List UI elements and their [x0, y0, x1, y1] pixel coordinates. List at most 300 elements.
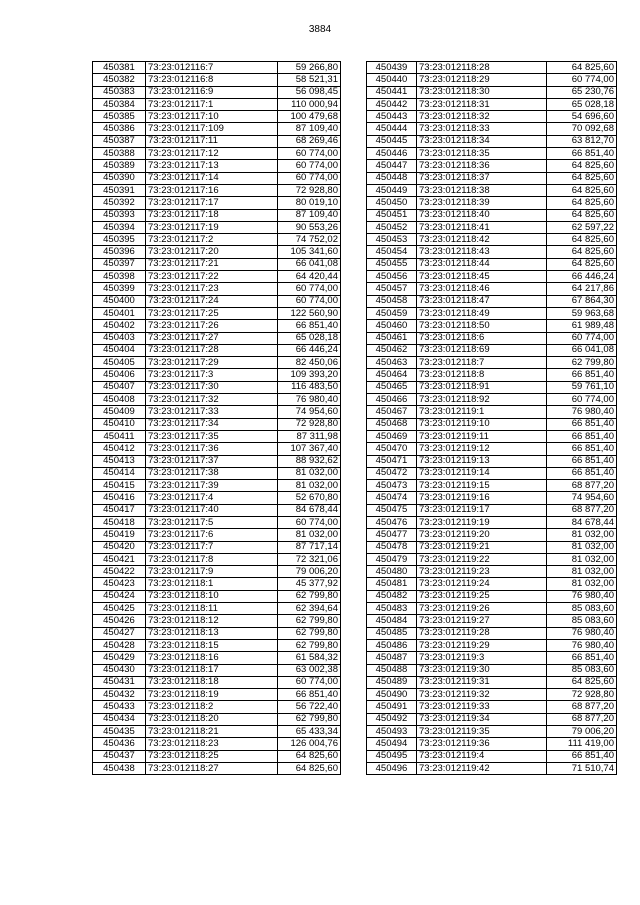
cadastral-number: 73:23:012118:13 [146, 627, 278, 639]
cadastral-value: 64 825,60 [547, 160, 617, 172]
cadastral-value: 68 877,20 [547, 480, 617, 492]
cadastral-value: 76 980,40 [547, 627, 617, 639]
cadastral-value: 81 032,00 [278, 467, 341, 479]
table-row [367, 172, 617, 184]
record-number: 450427 [93, 627, 146, 639]
record-number: 450467 [367, 406, 417, 418]
cadastral-value: 116 483,50 [278, 381, 341, 393]
cadastral-value: 126 004,76 [278, 738, 341, 750]
cadastral-value: 66 851,40 [278, 320, 341, 332]
cadastral-value: 62 799,80 [278, 590, 341, 602]
cadastral-value: 81 032,00 [278, 480, 341, 492]
cadastral-value: 61 989,48 [547, 320, 617, 332]
record-number: 450447 [367, 160, 417, 172]
cadastral-value: 62 799,80 [278, 713, 341, 725]
table-row [367, 160, 617, 172]
record-number: 450408 [93, 394, 146, 406]
cadastral-value: 71 510,74 [547, 762, 617, 774]
record-number: 450418 [93, 516, 146, 528]
table-row [367, 74, 617, 86]
cadastral-number: 73:23:012117:1 [146, 98, 278, 110]
table-row [367, 430, 617, 442]
cadastral-value: 74 954,60 [278, 406, 341, 418]
cadastral-value: 61 584,32 [278, 652, 341, 664]
cadastral-value: 64 825,60 [278, 762, 341, 774]
cadastral-value: 64 825,60 [547, 172, 617, 184]
cadastral-number: 73:23:012119:34 [417, 713, 547, 725]
record-number: 450476 [367, 516, 417, 528]
cadastral-value: 72 928,80 [547, 689, 617, 701]
record-number: 450394 [93, 221, 146, 233]
record-number: 450413 [93, 455, 146, 467]
cadastral-number: 73:23:012119:12 [417, 443, 547, 455]
cadastral-number: 73:23:012117:12 [146, 148, 278, 160]
cadastral-value: 82 450,06 [278, 357, 341, 369]
cadastral-value: 59 266,80 [278, 62, 341, 74]
record-number: 450487 [367, 652, 417, 664]
cadastral-number: 73:23:012117:23 [146, 283, 278, 295]
record-number: 450461 [367, 332, 417, 344]
cadastral-number: 73:23:012117:25 [146, 307, 278, 319]
cadastral-value: 66 851,40 [278, 689, 341, 701]
table-row [367, 295, 617, 307]
cadastral-value: 54 696,60 [547, 111, 617, 123]
cadastral-value: 111 419,00 [547, 738, 617, 750]
cadastral-number: 73:23:012117:2 [146, 234, 278, 246]
record-number: 450399 [93, 283, 146, 295]
record-number: 450458 [367, 295, 417, 307]
cadastral-number: 73:23:012118:50 [417, 320, 547, 332]
cadastral-value: 56 098,45 [278, 86, 341, 98]
cadastral-number: 73:23:012117:109 [146, 123, 278, 135]
cadastral-number: 73:23:012117:7 [146, 541, 278, 553]
cadastral-number: 73:23:012117:37 [146, 455, 278, 467]
cadastral-number: 73:23:012118:6 [417, 332, 547, 344]
cadastral-number: 73:23:012118:44 [417, 258, 547, 270]
table-row [367, 627, 617, 639]
cadastral-number: 73:23:012118:32 [417, 111, 547, 123]
cadastral-number: 73:23:012119:29 [417, 639, 547, 651]
table-row [93, 295, 341, 307]
table-row [93, 701, 341, 713]
table-row [367, 738, 617, 750]
cadastral-value: 62 394,64 [278, 603, 341, 615]
cadastral-value: 72 928,80 [278, 184, 341, 196]
record-number: 450451 [367, 209, 417, 221]
table-row [367, 98, 617, 110]
table-row [93, 529, 341, 541]
cadastral-number: 73:23:012118:10 [146, 590, 278, 602]
cadastral-value: 90 553,26 [278, 221, 341, 233]
cadastral-number: 73:23:012118:41 [417, 221, 547, 233]
cadastral-number: 73:23:012118:46 [417, 283, 547, 295]
record-number: 450389 [93, 160, 146, 172]
cadastral-value: 66 041,08 [278, 258, 341, 270]
cadastral-value: 66 851,40 [547, 148, 617, 160]
cadastral-value: 64 825,60 [547, 197, 617, 209]
table-row [93, 271, 341, 283]
cadastral-number: 73:23:012118:23 [146, 738, 278, 750]
cadastral-number: 73:23:012118:11 [146, 603, 278, 615]
cadastral-number: 73:23:012119:33 [417, 701, 547, 713]
record-number: 450404 [93, 344, 146, 356]
table-row [367, 86, 617, 98]
cadastral-number: 73:23:012119:11 [417, 430, 547, 442]
cadastral-number: 73:23:012118:49 [417, 307, 547, 319]
cadastral-value: 88 932,62 [278, 455, 341, 467]
table-row [367, 603, 617, 615]
table-row [93, 160, 341, 172]
table-row [93, 492, 341, 504]
cadastral-value: 68 877,20 [547, 504, 617, 516]
record-number: 450474 [367, 492, 417, 504]
record-number: 450452 [367, 221, 417, 233]
cadastral-value: 65 433,34 [278, 726, 341, 738]
table-row [93, 590, 341, 602]
record-number: 450457 [367, 283, 417, 295]
cadastral-value: 60 774,00 [547, 332, 617, 344]
table-row [93, 639, 341, 651]
cadastral-number: 73:23:012117:11 [146, 135, 278, 147]
table-row [367, 467, 617, 479]
record-number: 450423 [93, 578, 146, 590]
table-row [93, 357, 341, 369]
table-row [93, 443, 341, 455]
record-number: 450482 [367, 590, 417, 602]
cadastral-value: 70 092,68 [547, 123, 617, 135]
cadastral-value: 87 109,40 [278, 209, 341, 221]
cadastral-number: 73:23:012118:16 [146, 652, 278, 664]
cadastral-value: 56 722,40 [278, 701, 341, 713]
table-row [93, 516, 341, 528]
table-row [93, 307, 341, 319]
table-row [367, 701, 617, 713]
cadastral-number: 73:23:012119:31 [417, 676, 547, 688]
table-row [93, 603, 341, 615]
cadastral-number: 73:23:012118:17 [146, 664, 278, 676]
table-row [367, 652, 617, 664]
cadastral-value: 58 521,31 [278, 74, 341, 86]
cadastral-number: 73:23:012118:91 [417, 381, 547, 393]
cadastral-number: 73:23:012118:20 [146, 713, 278, 725]
table-row [367, 283, 617, 295]
cadastral-value: 63 812,70 [547, 135, 617, 147]
cadastral-value: 87 109,40 [278, 123, 341, 135]
table-row [93, 504, 341, 516]
cadastral-number: 73:23:012118:29 [417, 74, 547, 86]
cadastral-value: 68 877,20 [547, 701, 617, 713]
record-number: 450411 [93, 430, 146, 442]
record-number: 450422 [93, 566, 146, 578]
cadastral-value: 64 825,60 [547, 184, 617, 196]
left-table [92, 61, 341, 775]
record-number: 450409 [93, 406, 146, 418]
record-number: 450455 [367, 258, 417, 270]
record-number: 450464 [367, 369, 417, 381]
cadastral-number: 73:23:012118:47 [417, 295, 547, 307]
record-number: 450468 [367, 418, 417, 430]
cadastral-value: 60 774,00 [278, 295, 341, 307]
record-number: 450437 [93, 750, 146, 762]
record-number: 450450 [367, 197, 417, 209]
cadastral-value: 60 774,00 [278, 172, 341, 184]
record-number: 450398 [93, 271, 146, 283]
record-number: 450494 [367, 738, 417, 750]
cadastral-number: 73:23:012117:29 [146, 357, 278, 369]
cadastral-value: 64 420,44 [278, 271, 341, 283]
cadastral-number: 73:23:012117:39 [146, 480, 278, 492]
table-row [367, 221, 617, 233]
cadastral-value: 80 019,10 [278, 197, 341, 209]
table-row [367, 615, 617, 627]
cadastral-number: 73:23:012119:21 [417, 541, 547, 553]
cadastral-value: 84 678,44 [547, 516, 617, 528]
record-number: 450435 [93, 726, 146, 738]
record-number: 450383 [93, 86, 146, 98]
table-row [93, 676, 341, 688]
record-number: 450477 [367, 529, 417, 541]
cadastral-number: 73:23:012119:42 [417, 762, 547, 774]
table-row [93, 135, 341, 147]
table-row [367, 541, 617, 553]
cadastral-number: 73:23:012117:24 [146, 295, 278, 307]
cadastral-value: 81 032,00 [547, 578, 617, 590]
table-row [367, 750, 617, 762]
table-row [367, 184, 617, 196]
cadastral-number: 73:23:012117:5 [146, 516, 278, 528]
record-number: 450407 [93, 381, 146, 393]
table-row [367, 418, 617, 430]
cadastral-value: 60 774,00 [278, 160, 341, 172]
cadastral-number: 73:23:012118:25 [146, 750, 278, 762]
table-row [367, 726, 617, 738]
record-number: 450484 [367, 615, 417, 627]
record-number: 450462 [367, 344, 417, 356]
table-row [367, 406, 617, 418]
record-number: 450453 [367, 234, 417, 246]
table-row [93, 553, 341, 565]
cadastral-value: 66 851,40 [547, 443, 617, 455]
table-row [367, 504, 617, 516]
cadastral-number: 73:23:012117:27 [146, 332, 278, 344]
table-row [93, 627, 341, 639]
cadastral-value: 64 825,60 [547, 234, 617, 246]
table-row [93, 541, 341, 553]
cadastral-value: 59 761,10 [547, 381, 617, 393]
cadastral-value: 84 678,44 [278, 504, 341, 516]
cadastral-value: 63 002,38 [278, 664, 341, 676]
table-row [367, 480, 617, 492]
cadastral-number: 73:23:012117:30 [146, 381, 278, 393]
cadastral-value: 81 032,00 [547, 529, 617, 541]
cadastral-number: 73:23:012118:7 [417, 357, 547, 369]
cadastral-number: 73:23:012119:20 [417, 529, 547, 541]
cadastral-value: 65 028,18 [547, 98, 617, 110]
cadastral-number: 73:23:012118:45 [417, 271, 547, 283]
table-row [367, 578, 617, 590]
record-number: 450419 [93, 529, 146, 541]
record-number: 450485 [367, 627, 417, 639]
cadastral-value: 45 377,92 [278, 578, 341, 590]
cadastral-value: 76 980,40 [547, 590, 617, 602]
cadastral-value: 107 367,40 [278, 443, 341, 455]
record-number: 450402 [93, 320, 146, 332]
table-row [93, 172, 341, 184]
record-number: 450465 [367, 381, 417, 393]
cadastral-value: 66 446,24 [547, 271, 617, 283]
table-row [367, 320, 617, 332]
cadastral-value: 81 032,00 [547, 541, 617, 553]
table-row [93, 86, 341, 98]
cadastral-number: 73:23:012117:13 [146, 160, 278, 172]
cadastral-number: 73:23:012118:1 [146, 578, 278, 590]
cadastral-value: 81 032,00 [547, 553, 617, 565]
left-table-body [93, 62, 341, 775]
cadastral-number: 73:23:012117:18 [146, 209, 278, 221]
cadastral-value: 66 851,40 [547, 455, 617, 467]
cadastral-number: 73:23:012118:34 [417, 135, 547, 147]
cadastral-number: 73:23:012118:30 [417, 86, 547, 98]
table-row [93, 332, 341, 344]
cadastral-value: 65 028,18 [278, 332, 341, 344]
cadastral-number: 73:23:012119:30 [417, 664, 547, 676]
cadastral-number: 73:23:012119:27 [417, 615, 547, 627]
cadastral-number: 73:23:012117:14 [146, 172, 278, 184]
table-row [93, 418, 341, 430]
record-number: 450405 [93, 357, 146, 369]
table-row [93, 652, 341, 664]
record-number: 450444 [367, 123, 417, 135]
cadastral-value: 76 980,40 [278, 394, 341, 406]
table-row [367, 443, 617, 455]
table-row [367, 492, 617, 504]
cadastral-value: 64 825,60 [547, 62, 617, 74]
record-number: 450433 [93, 701, 146, 713]
cadastral-value: 62 799,80 [278, 639, 341, 651]
table-row [367, 234, 617, 246]
table-row [93, 369, 341, 381]
record-number: 450382 [93, 74, 146, 86]
record-number: 450430 [93, 664, 146, 676]
cadastral-number: 73:23:012116:8 [146, 74, 278, 86]
table-row [367, 148, 617, 160]
cadastral-number: 73:23:012119:16 [417, 492, 547, 504]
cadastral-value: 66 041,08 [547, 344, 617, 356]
table-row [367, 369, 617, 381]
cadastral-number: 73:23:012118:31 [417, 98, 547, 110]
cadastral-value: 66 851,40 [547, 652, 617, 664]
record-number: 450395 [93, 234, 146, 246]
record-number: 450390 [93, 172, 146, 184]
cadastral-number: 73:23:012117:8 [146, 553, 278, 565]
record-number: 450491 [367, 701, 417, 713]
cadastral-value: 64 825,60 [547, 676, 617, 688]
record-number: 450420 [93, 541, 146, 553]
cadastral-number: 73:23:012117:10 [146, 111, 278, 123]
table-row [93, 74, 341, 86]
table-row [367, 689, 617, 701]
table-row [93, 762, 341, 774]
table-row [93, 430, 341, 442]
record-number: 450401 [93, 307, 146, 319]
table-row [367, 381, 617, 393]
cadastral-value: 68 269,46 [278, 135, 341, 147]
cadastral-value: 66 851,40 [547, 430, 617, 442]
cadastral-number: 73:23:012118:37 [417, 172, 547, 184]
cadastral-number: 73:23:012118:33 [417, 123, 547, 135]
record-number: 450443 [367, 111, 417, 123]
record-number: 450459 [367, 307, 417, 319]
record-number: 450445 [367, 135, 417, 147]
record-number: 450438 [93, 762, 146, 774]
cadastral-value: 62 799,80 [278, 615, 341, 627]
record-number: 450454 [367, 246, 417, 258]
record-number: 450440 [367, 74, 417, 86]
cadastral-number: 73:23:012117:19 [146, 221, 278, 233]
cadastral-number: 73:23:012119:26 [417, 603, 547, 615]
table-row [93, 62, 341, 74]
table-row [93, 98, 341, 110]
record-number: 450391 [93, 184, 146, 196]
table-row [367, 258, 617, 270]
cadastral-value: 81 032,00 [278, 529, 341, 541]
record-number: 450434 [93, 713, 146, 725]
table-row [93, 184, 341, 196]
cadastral-value: 72 928,80 [278, 418, 341, 430]
record-number: 450480 [367, 566, 417, 578]
cadastral-value: 52 670,80 [278, 492, 341, 504]
table-row [93, 467, 341, 479]
table-row [93, 209, 341, 221]
cadastral-number: 73:23:012119:36 [417, 738, 547, 750]
cadastral-number: 73:23:012118:38 [417, 184, 547, 196]
record-number: 450397 [93, 258, 146, 270]
cadastral-value: 79 006,20 [547, 726, 617, 738]
cadastral-value: 109 393,20 [278, 369, 341, 381]
table-row [367, 566, 617, 578]
record-number: 450463 [367, 357, 417, 369]
cadastral-value: 64 825,60 [547, 209, 617, 221]
cadastral-number: 73:23:012117:35 [146, 430, 278, 442]
table-row [367, 664, 617, 676]
record-number: 450384 [93, 98, 146, 110]
record-number: 450429 [93, 652, 146, 664]
cadastral-number: 73:23:012117:17 [146, 197, 278, 209]
table-row [93, 480, 341, 492]
record-number: 450400 [93, 295, 146, 307]
table-row [93, 258, 341, 270]
cadastral-number: 73:23:012118:92 [417, 394, 547, 406]
cadastral-number: 73:23:012118:36 [417, 160, 547, 172]
table-row [93, 406, 341, 418]
cadastral-number: 73:23:012119:35 [417, 726, 547, 738]
cadastral-value: 67 864,30 [547, 295, 617, 307]
cadastral-number: 73:23:012117:34 [146, 418, 278, 430]
table-row [93, 344, 341, 356]
cadastral-number: 73:23:012117:21 [146, 258, 278, 270]
cadastral-number: 73:23:012119:17 [417, 504, 547, 516]
cadastral-value: 85 083,60 [547, 664, 617, 676]
cadastral-number: 73:23:012119:4 [417, 750, 547, 762]
record-number: 450385 [93, 111, 146, 123]
cadastral-number: 73:23:012118:15 [146, 639, 278, 651]
record-number: 450392 [93, 197, 146, 209]
table-row [93, 123, 341, 135]
table-row [93, 726, 341, 738]
cadastral-value: 87 311,98 [278, 430, 341, 442]
table-row [93, 197, 341, 209]
cadastral-number: 73:23:012118:28 [417, 62, 547, 74]
